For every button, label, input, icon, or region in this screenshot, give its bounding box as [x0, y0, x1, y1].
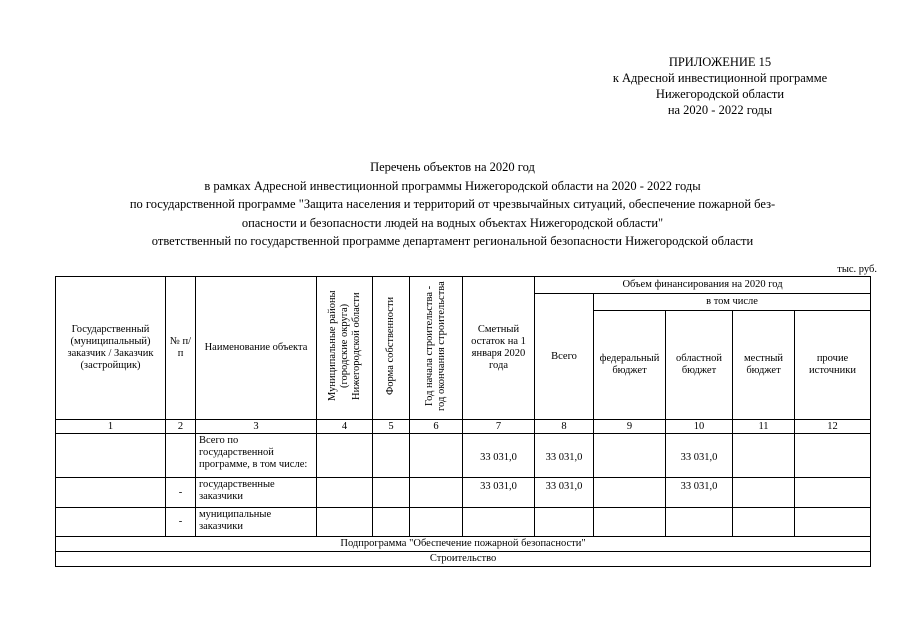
- number-cell: [166, 434, 196, 478]
- appendix-header: [560, 54, 880, 118]
- table-row: [56, 478, 871, 508]
- objects-table: [55, 276, 871, 567]
- ownership-cell: [373, 508, 410, 537]
- header-estimate: Сметный остаток на 1 января 2020 года: [463, 277, 535, 420]
- title-line: Перечень объектов на 2020 год: [370, 160, 535, 174]
- other-cell: [795, 478, 871, 508]
- column-number: 11: [733, 420, 795, 434]
- appendix-line: Нижегородской области: [655, 87, 785, 101]
- header-municipal-cell: [317, 277, 373, 420]
- header-regional: областной бюджет: [666, 311, 733, 420]
- years-cell: [410, 478, 463, 508]
- estimate-cell: 33 031,0: [463, 434, 535, 478]
- column-number: 5: [373, 420, 410, 434]
- column-number: 3: [196, 420, 317, 434]
- object-name-cell: государственные заказчики: [196, 478, 317, 508]
- other-cell: [795, 508, 871, 537]
- column-number: 12: [795, 420, 871, 434]
- other-cell: [795, 434, 871, 478]
- header-total: Всего: [535, 294, 594, 420]
- column-number: 1: [56, 420, 166, 434]
- header-financing: Объем финансирования на 2020 год: [535, 277, 871, 294]
- municipal-cell: [317, 508, 373, 537]
- table-row: [56, 508, 871, 537]
- header-number: № п/п: [166, 277, 196, 420]
- total-cell: 33 031,0: [535, 434, 594, 478]
- regional-cell: [666, 508, 733, 537]
- years-cell: [410, 434, 463, 478]
- header-years: Год начала строительства - год окончания строительства: [424, 281, 447, 411]
- header-object-name: Наименование объекта: [196, 277, 317, 420]
- regional-cell: 33 031,0: [666, 478, 733, 508]
- ownership-cell: [373, 478, 410, 508]
- header-other: прочие источники: [795, 311, 871, 420]
- header-ownership: Форма собственности: [385, 296, 396, 396]
- column-number: 10: [666, 420, 733, 434]
- column-number: 2: [166, 420, 196, 434]
- header-federal: федеральный бюджет: [594, 311, 666, 420]
- header-ownership-cell: [373, 277, 410, 420]
- appendix-line: к Адресной инвестиционной программе: [612, 71, 828, 85]
- federal-cell: [594, 434, 666, 478]
- column-number: 9: [594, 420, 666, 434]
- units-label: тыс. руб.: [837, 264, 877, 275]
- regional-cell: 33 031,0: [666, 434, 733, 478]
- ownership-cell: [373, 434, 410, 478]
- document-title: [30, 158, 875, 251]
- federal-cell: [594, 508, 666, 537]
- federal-cell: [594, 478, 666, 508]
- header-years-cell: [410, 277, 463, 420]
- total-cell: [535, 508, 594, 537]
- number-cell: -: [166, 508, 196, 537]
- subprogram-row: [56, 537, 871, 552]
- customer-cell: [56, 508, 166, 537]
- customer-cell: [56, 478, 166, 508]
- column-number: 7: [463, 420, 535, 434]
- number-cell: -: [166, 478, 196, 508]
- customer-cell: [56, 434, 166, 478]
- header-municipal: Муниципальные районы (городские округа) Нижегородской области: [326, 290, 362, 402]
- local-cell: [733, 508, 795, 537]
- appendix-line: на 2020 - 2022 годы: [667, 103, 773, 117]
- appendix-title: ПРИЛОЖЕНИЕ 15: [668, 55, 772, 69]
- subprogram-title: Подпрограмма "Обеспечение пожарной безопасности": [56, 537, 871, 552]
- header-including: в том числе: [594, 294, 871, 311]
- local-cell: [733, 434, 795, 478]
- table-row: [56, 434, 871, 478]
- title-line: ответственный по государственной программе департамент региональной безопасности Нижегородской области: [151, 234, 754, 249]
- object-name-cell: муниципальные заказчики: [196, 508, 317, 537]
- column-number: 4: [317, 420, 373, 434]
- estimate-cell: [463, 508, 535, 537]
- total-cell: 33 031,0: [535, 478, 594, 508]
- section-row: [56, 552, 871, 567]
- header-customer: Государственный (муниципальный) заказчик / Заказчик (застройщик): [56, 277, 166, 420]
- estimate-cell: 33 031,0: [463, 478, 535, 508]
- title-line: в рамках Адресной инвестиционной программы Нижегородской области на 2020 - 2022 годы: [204, 178, 701, 193]
- local-cell: [733, 478, 795, 508]
- title-line: по государственной программе "Защита населения и территорий от чрезвычайных ситуаций, обеспечение пожарной без-: [129, 197, 776, 212]
- column-number: 6: [410, 420, 463, 434]
- header-local: местный бюджет: [733, 311, 795, 420]
- section-title: Строительство: [56, 552, 871, 567]
- title-line: опасности и безопасности людей на водных объектах Нижегородской области": [241, 215, 664, 230]
- column-number: 8: [535, 420, 594, 434]
- municipal-cell: [317, 434, 373, 478]
- years-cell: [410, 508, 463, 537]
- object-name-cell: Всего по государственной программе, в том числе:: [196, 434, 317, 478]
- column-numbers-row: [56, 420, 871, 434]
- municipal-cell: [317, 478, 373, 508]
